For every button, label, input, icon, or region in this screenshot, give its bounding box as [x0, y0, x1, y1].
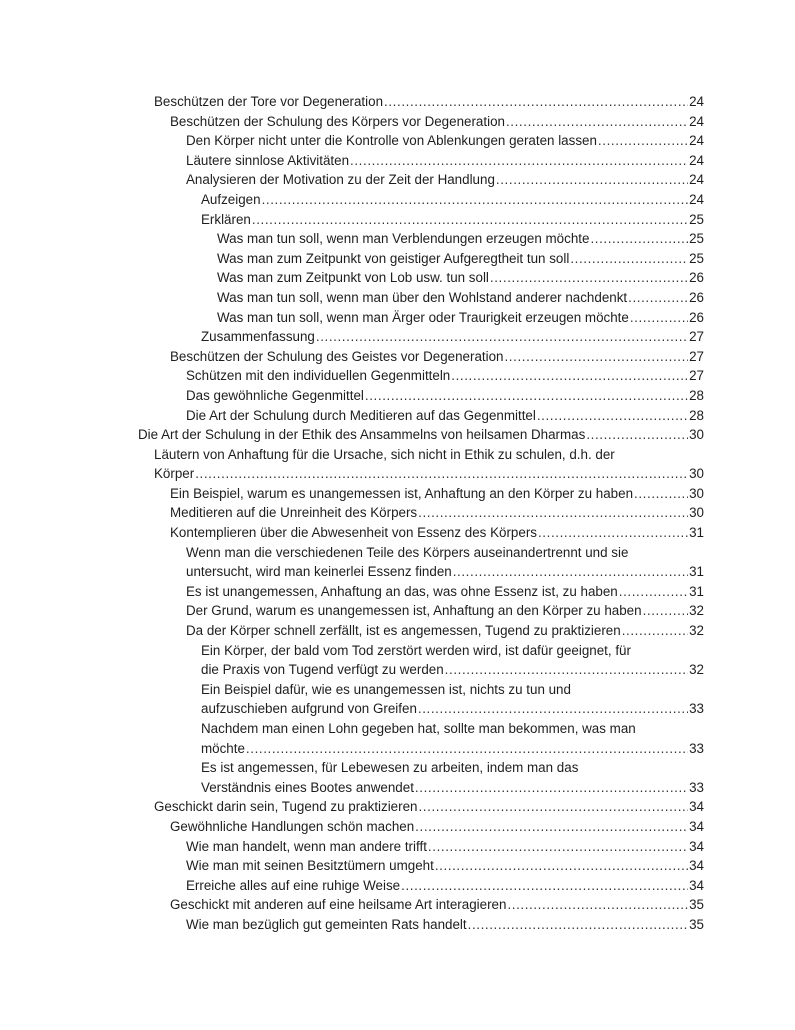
toc-entry-page-number: 27 [689, 329, 704, 345]
toc-entry-title: Kontemplieren über die Abwesenheit von Essenz des Körpers [170, 525, 537, 541]
toc-entry-page-number: 26 [689, 309, 704, 325]
toc-entry-title-line: Es ist angemessen, für Lebewesen zu arbeiten, indem man das [201, 760, 579, 776]
toc-entry[interactable] [138, 641, 704, 680]
toc-entry-title: Der Grund, warum es unangemessen ist, Anhaftung an den Körper zu haben [186, 603, 642, 619]
toc-entry-page-number: 25 [689, 211, 704, 227]
toc-entry-page-number: 34 [689, 818, 704, 834]
toc-entry-row [201, 210, 704, 230]
dot-leader [537, 406, 688, 426]
dot-leader [619, 582, 688, 602]
toc-entry-title-line: Ein Beispiel dafür, wie es unangemessen ist, nichts zu tun und [201, 681, 571, 697]
dot-leader [490, 268, 688, 288]
toc-entry[interactable] [138, 308, 704, 328]
dot-leader [634, 484, 688, 504]
toc-entry-title: Den Körper nicht unter die Kontrolle von Ablenkungen geraten lassen [186, 133, 597, 149]
toc-entry-title-line: Läutern von Anhaftung für die Ursache, sich nicht in Ethik zu schulen, d.h. der [154, 446, 615, 462]
toc-entry-row [217, 229, 704, 249]
toc-entry[interactable] [138, 190, 704, 210]
toc-entry[interactable] [138, 327, 704, 347]
dot-leader [316, 327, 688, 347]
toc-entry-row [186, 366, 704, 386]
toc-entry[interactable] [138, 249, 704, 269]
toc-entry[interactable] [138, 229, 704, 249]
toc-entry-row [170, 895, 704, 915]
toc-entry[interactable] [138, 837, 704, 857]
toc-entry-row [138, 425, 704, 445]
toc-entry-title: Wie man bezüglich gut gemeinten Rats handelt [186, 916, 467, 932]
toc-entry-row [186, 601, 704, 621]
toc-entry-row [154, 797, 704, 817]
toc-entry-page-number: 31 [689, 564, 704, 580]
dot-leader [435, 856, 688, 876]
toc-entry-page-number: 24 [689, 94, 704, 109]
toc-entry[interactable] [138, 268, 704, 288]
toc-entry[interactable] [138, 817, 704, 837]
toc-entry-row [186, 915, 704, 935]
toc-entry[interactable] [138, 797, 704, 817]
toc-entry-row [186, 621, 704, 641]
toc-entry-title: Meditieren auf die Unreinheit des Körpers [170, 505, 418, 521]
dot-leader [643, 601, 689, 621]
toc-entry-page-number: 24 [689, 152, 704, 168]
toc-entry-title: Gewöhnliche Handlungen schön machen [170, 818, 415, 834]
toc-entry[interactable] [138, 210, 704, 230]
toc-entry[interactable] [138, 621, 704, 641]
toc-entry-title: Verständnis eines Bootes anwendet [201, 779, 414, 795]
toc-entry-title: die Praxis von Tugend verfügt zu werden [201, 662, 444, 678]
toc-entry-page-number: 32 [689, 662, 704, 678]
toc-entry-row [154, 464, 704, 484]
toc-entry-row [201, 778, 704, 798]
toc-entry-page-number: 24 [689, 172, 704, 188]
toc-entry-title: Schützen mit den individuellen Gegenmitteln [186, 368, 451, 384]
toc-entry[interactable] [138, 895, 704, 915]
toc-entry-title: Beschützen der Schulung des Körpers vor Degeneration [170, 113, 505, 129]
toc-entry-title: möchte [201, 740, 245, 756]
toc-entry-page-number: 30 [689, 427, 704, 443]
toc-entry[interactable] [138, 445, 704, 484]
toc-entry[interactable] [138, 680, 704, 719]
toc-entry[interactable] [138, 112, 704, 132]
dot-leader [195, 464, 688, 484]
toc-entry-title: Die Art der Schulung durch Meditieren auf das Gegenmittel [186, 407, 536, 423]
toc-entry-row [217, 308, 704, 328]
toc-entry-page-number: 33 [689, 740, 704, 756]
dot-leader [262, 190, 689, 210]
toc-entry-page-number: 27 [689, 348, 704, 364]
toc-entry-title: Ein Beispiel, warum es unangemessen ist, Anhaftung an den Körper zu haben [170, 485, 634, 501]
dot-leader [384, 92, 688, 112]
dot-leader [418, 503, 688, 523]
toc-entry[interactable] [138, 523, 704, 543]
toc-entry[interactable] [138, 543, 704, 582]
toc-entry[interactable] [138, 288, 704, 308]
toc-entry-title: Die Art der Schulung in der Ethik des Ansammelns von heilsamen Dharmas [138, 427, 586, 443]
toc-entry-page-number: 26 [689, 289, 704, 305]
toc-entry[interactable] [138, 484, 704, 504]
toc-entry-row [170, 112, 704, 132]
toc-entry-page-number: 33 [689, 701, 704, 717]
toc-entry-row [201, 739, 704, 759]
dot-leader [628, 288, 688, 308]
toc-entry-page-number: 31 [689, 583, 704, 599]
toc-entry-row [186, 582, 704, 602]
toc-entry-page-number: 30 [689, 485, 704, 501]
toc-entry[interactable] [138, 503, 704, 523]
dot-leader [586, 425, 688, 445]
toc-entry-row [186, 856, 704, 876]
dot-leader [418, 797, 688, 817]
dot-leader [538, 523, 688, 543]
toc-entry-row [154, 92, 704, 112]
toc-entry-title: Analysieren der Motivation zu der Zeit der Handlung [186, 172, 495, 188]
dot-leader [590, 229, 688, 249]
dot-leader [428, 837, 688, 857]
toc-entry-title-line: Nachdem man einen Lohn gegeben hat, sollte man bekommen, was man [201, 721, 636, 736]
dot-leader [622, 621, 688, 641]
dot-leader [451, 366, 688, 386]
toc-entry-row [217, 288, 704, 308]
toc-entry-row [217, 249, 704, 269]
toc-entry-title: Was man zum Zeitpunkt von Lob usw. tun soll [217, 270, 489, 286]
toc-entry-page-number: 27 [689, 368, 704, 384]
toc-entry-title: Da der Körper schnell zerfällt, ist es angemessen, Tugend zu praktizieren [186, 623, 621, 639]
table-of-contents [138, 92, 704, 935]
toc-entry[interactable] [138, 366, 704, 386]
dot-leader [504, 347, 688, 367]
toc-entry-row [186, 131, 704, 151]
toc-entry-title: untersucht, wird man keinerlei Essenz finden [186, 564, 452, 580]
dot-leader [598, 131, 688, 151]
dot-leader [570, 249, 688, 269]
toc-entry-title: Was man tun soll, wenn man über den Wohlstand anderer nachdenkt [217, 289, 628, 305]
toc-entry[interactable] [138, 425, 704, 445]
toc-entry-page-number: 25 [689, 231, 704, 247]
toc-entry-page-number: 35 [689, 916, 704, 932]
toc-entry-row [217, 268, 704, 288]
toc-entry-row [186, 562, 704, 582]
toc-entry-title: Geschickt mit anderen auf eine heilsame Art interagieren [170, 897, 507, 913]
toc-entry-row [186, 386, 704, 406]
dot-leader [246, 739, 688, 759]
dot-leader [496, 170, 688, 190]
toc-entry[interactable] [138, 151, 704, 171]
dot-leader [506, 112, 688, 132]
toc-entry[interactable] [138, 876, 704, 896]
dot-leader [401, 876, 688, 896]
toc-entry-title: aufzuschieben aufgrund von Greifen [201, 701, 417, 717]
toc-entry-title: Zusammenfassung [201, 329, 315, 345]
toc-entry-row [201, 699, 704, 719]
toc-entry-page-number: 34 [689, 838, 704, 854]
dot-leader [415, 778, 688, 798]
toc-entry-row [186, 151, 704, 171]
toc-entry-title: Es ist unangemessen, Anhaftung an das, was ohne Essenz ist, zu haben [186, 583, 618, 599]
toc-entry-page-number: 33 [689, 779, 704, 795]
dot-leader [418, 699, 688, 719]
dot-leader [507, 895, 688, 915]
toc-entry-page-number: 30 [689, 505, 704, 521]
toc-entry-title: Körper [154, 466, 195, 482]
toc-entry-page-number: 31 [689, 525, 704, 541]
toc-entry[interactable] [138, 915, 704, 935]
dot-leader [468, 915, 688, 935]
toc-entry[interactable] [138, 582, 704, 602]
dot-leader [252, 210, 688, 230]
toc-entry-title-line: Ein Körper, der bald vom Tod zerstört werden wird, ist dafür geeignet, für [201, 642, 631, 658]
toc-entry-row [186, 837, 704, 857]
toc-entry-row [186, 170, 704, 190]
toc-entry[interactable] [138, 131, 704, 151]
toc-entry-row [186, 406, 704, 426]
toc-entry-page-number: 24 [689, 113, 704, 129]
toc-entry-row [170, 484, 704, 504]
toc-entry-title: Aufzeigen [201, 191, 261, 207]
toc-entry-title: Was man tun soll, wenn man Ärger oder Traurigkeit erzeugen möchte [217, 309, 629, 325]
toc-entry-page-number: 32 [689, 603, 704, 619]
toc-entry-page-number: 32 [689, 623, 704, 639]
toc-entry-page-number: 24 [689, 133, 704, 149]
toc-entry-title: Das gewöhnliche Gegenmittel [186, 387, 364, 403]
toc-entry-row [201, 660, 704, 680]
toc-entry-page-number: 34 [689, 799, 704, 815]
toc-entry-page-number: 26 [689, 270, 704, 286]
toc-entry-page-number: 28 [689, 387, 704, 403]
toc-entry-row [186, 876, 704, 896]
toc-entry-title: Wie man handelt, wenn man andere trifft [186, 838, 427, 854]
toc-entry[interactable] [138, 758, 704, 797]
toc-entry-row [170, 523, 704, 543]
toc-entry[interactable] [138, 856, 704, 876]
dot-leader [350, 151, 688, 171]
toc-entry-row [170, 347, 704, 367]
toc-entry-page-number: 24 [689, 191, 704, 207]
toc-entry-title: Was man tun soll, wenn man Verblendungen erzeugen möchte [217, 231, 590, 247]
toc-entry-row [170, 817, 704, 837]
toc-entry[interactable] [138, 347, 704, 367]
dot-leader [453, 562, 688, 582]
toc-entry[interactable] [138, 406, 704, 426]
toc-entry-page-number: 34 [689, 877, 704, 893]
toc-entry-row [201, 190, 704, 210]
toc-entry-page-number: 28 [689, 407, 704, 423]
dot-leader [445, 660, 688, 680]
toc-entry-page-number: 30 [689, 466, 704, 482]
toc-entry-title: Erklären [201, 211, 251, 227]
toc-entry-title: Läutere sinnlose Aktivitäten [186, 152, 350, 168]
toc-entry[interactable] [138, 719, 704, 758]
toc-entry-page-number: 34 [689, 858, 704, 874]
toc-entry[interactable] [138, 601, 704, 621]
dot-leader [415, 817, 688, 837]
toc-entry[interactable] [138, 170, 704, 190]
toc-entry-page-number: 25 [689, 250, 704, 266]
toc-entry[interactable] [138, 92, 704, 112]
toc-entry[interactable] [138, 386, 704, 406]
toc-entry-row [201, 327, 704, 347]
toc-entry-title: Wie man mit seinen Besitztümern umgeht [186, 858, 434, 874]
dot-leader [365, 386, 688, 406]
dot-leader [630, 308, 688, 328]
toc-entry-title: Beschützen der Schulung des Geistes vor Degeneration [170, 348, 504, 364]
toc-entry-page-number: 35 [689, 897, 704, 913]
toc-entry-row [170, 503, 704, 523]
toc-entry-title: Was man zum Zeitpunkt von geistiger Aufgeregtheit tun soll [217, 250, 570, 266]
toc-entry-title: Beschützen der Tore vor Degeneration [154, 94, 384, 109]
toc-entry-title: Erreiche alles auf eine ruhige Weise [186, 877, 401, 893]
toc-entry-title-line: Wenn man die verschiedenen Teile des Körpers auseinandertrennt und sie [186, 544, 629, 560]
toc-entry-title: Geschickt darin sein, Tugend zu praktizieren [154, 799, 418, 815]
